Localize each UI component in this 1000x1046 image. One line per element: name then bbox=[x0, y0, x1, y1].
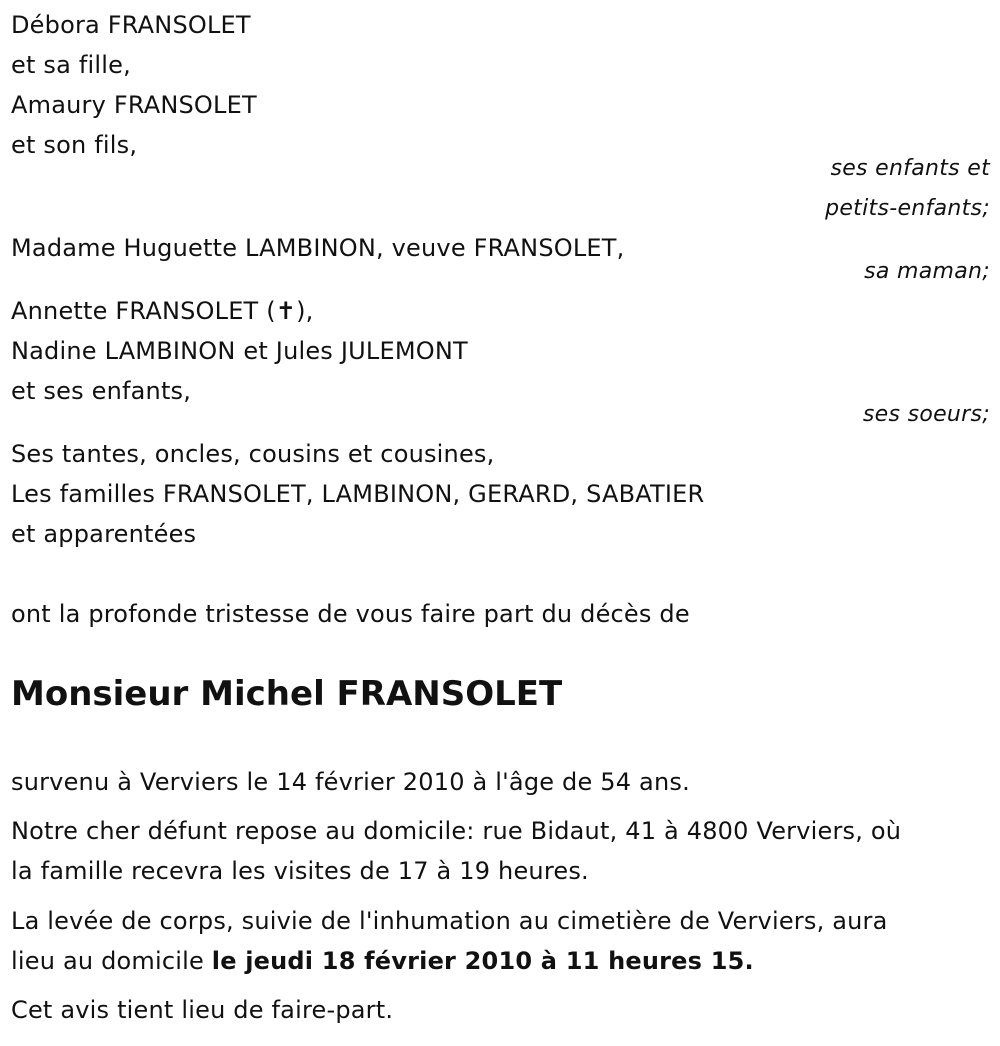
family-line: et apparentées bbox=[11, 520, 197, 548]
family-line: Débora FRANSOLET bbox=[11, 11, 251, 39]
funeral-date-time: le jeudi 18 février 2010 à 11 heures 15. bbox=[211, 947, 754, 975]
family-line: et son fils, bbox=[11, 131, 138, 159]
funeral-details: La levée de corps, suivie de l'inhumation au cimetière de Verviers, aura bbox=[11, 907, 888, 935]
relation-label: ses enfants et bbox=[830, 156, 990, 181]
announcement-text: ont la profonde tristesse de vous faire part du décès de bbox=[11, 600, 690, 628]
relation-label: sa maman; bbox=[864, 259, 990, 284]
family-line: et sa fille, bbox=[11, 51, 131, 79]
family-line: Annette FRANSOLET (✝), bbox=[11, 297, 314, 325]
funeral-details-prefix: lieu au domicile bbox=[11, 947, 212, 975]
family-line: Amaury FRANSOLET bbox=[11, 91, 257, 119]
family-line: Les familles FRANSOLET, LAMBINON, GERARD, SABATIER bbox=[11, 480, 705, 508]
family-line: et ses enfants, bbox=[11, 377, 192, 405]
deceased-name: Monsieur Michel FRANSOLET bbox=[11, 674, 563, 714]
family-line: Madame Huguette LAMBINON, veuve FRANSOLET, bbox=[11, 234, 625, 262]
family-line: Nadine LAMBINON et Jules JULEMONT bbox=[11, 337, 468, 365]
family-line: Ses tantes, oncles, cousins et cousines, bbox=[11, 440, 495, 468]
death-details: survenu à Verviers le 14 février 2010 à l'âge de 54 ans. bbox=[11, 768, 690, 796]
rest-details: Notre cher défunt repose au domicile: rue Bidaut, 41 à 4800 Verviers, où bbox=[11, 817, 902, 845]
rest-details: la famille recevra les visites de 17 à 19 heures. bbox=[11, 857, 589, 885]
funeral-details bbox=[11, 946, 754, 976]
relation-label: petits-enfants; bbox=[825, 196, 990, 221]
closing-text: Cet avis tient lieu de faire-part. bbox=[11, 996, 394, 1024]
relation-label: ses soeurs; bbox=[862, 402, 990, 427]
